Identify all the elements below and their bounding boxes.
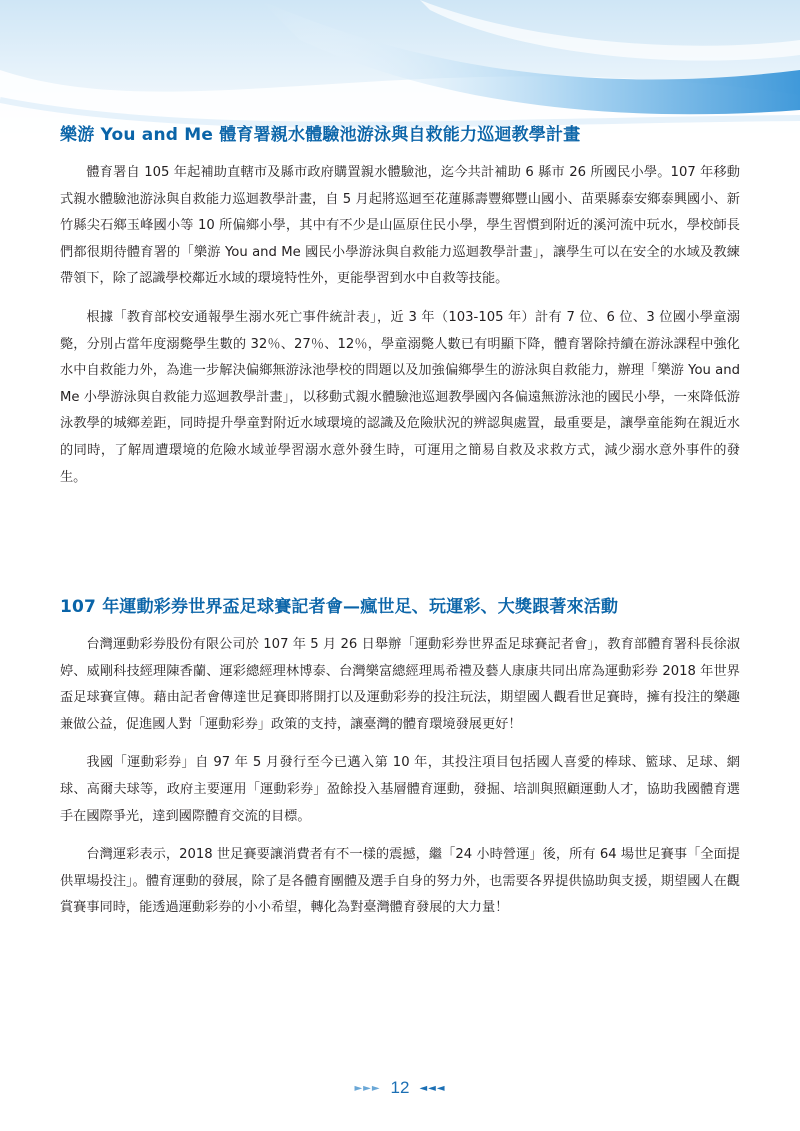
paragraph: 台灣運彩表示，2018 世足賽要讓消費者有不一樣的震撼，繼「24 小時營運」後，所有 64 場世足賽事「全面提供單場投注」。體育運動的發展，除了是各體育團體及選手自身的努力外，也需要各界提供協助與支援，期望國人在觀賞賽事同時，能透過運動彩券的小小希望，轉化為對臺灣體育發展的大力量！ bbox=[60, 847, 740, 916]
right-arrows-icon: ►►► bbox=[354, 1082, 381, 1094]
section-title: 樂游 You and Me 體育署親水體驗池游泳與自救能力巡迴教學計畫 bbox=[60, 125, 581, 145]
paragraph: 根據「教育部校安通報學生溺水死亡事件統計表」，近 3 年（103-105 年）計有 7 位、6 位、3 位國小學童溺斃，分別占當年度溺斃學生數的 32％、27％、12％，學童溺斃人數已有明顯下降，體育署除持續在游泳課程中強化水中自救能力外，為進一步解決偏鄉無游泳池學校的問題以及加強偏鄉學生的游泳與自救能力，辦理「樂游 You and Me 小學游泳與自救能力巡迴教學計畫」，以移動式親水體驗池巡迴教學國內各偏遠無游泳池的國民小學，一來降低游泳教學的城鄉差距，同時提升學童對附近水域環境的認識及危險狀況的辨認與處置，最重要是，讓學童能夠在親近水的同時，了解周遭環境的危險水域並學習溺水意外發生時，可運用之簡易自救及求救方式，減少溺水意外事件的發生。 bbox=[60, 309, 740, 485]
paragraph: 我國「運動彩券」自 97 年 5 月發行至今已邁入第 10 年，其投注項目包括國人喜愛的棒球、籃球、足球、網球、高爾夫球等，政府主要運用「運動彩券」盈餘投入基層體育運動，發掘、培訓與照顧運動人才，協助我國體育選手在國際爭光，達到國際體育交流的目標。 bbox=[60, 755, 740, 824]
paragraph: 體育署自 105 年起補助直轄市及縣市政府購置親水體驗池，迄今共計補助 6 縣市 26 所國民小學。107 年移動式親水體驗池游泳與自救能力巡迴教學計畫，自 5 月起將巡迴至花蓮縣壽豐鄉豐山國小、苗栗縣泰安鄉泰興國小、新竹縣尖石鄉玉峰國小等 10 所偏鄉小學，其中有不少是山區原住民小學，學生習慣到附近的溪河流中玩水，學校師長們都很期待體育署的「樂游 You and Me 國民小學游泳與自救能力巡迴教學計畫」，讓學生可以在安全的水域及教練帶領下，除了認識學校鄰近水域的環境特性外，更能學習到水中自救等技能。 bbox=[60, 165, 740, 287]
section-swimming-program bbox=[60, 124, 740, 503]
paragraph: 台灣運動彩券股份有限公司於 107 年 5 月 26 日舉辦「運動彩券世界盃足球賽記者會」，教育部體育署科長徐淑婷、威剛科技經理陳香蘭、運彩總經理林博泰、台灣樂富總經理馬希禮及藝人康康共同出席為運動彩券 2018 年世界盃足球賽宣傳。藉由記者會傳達世足賽即將開打以及運動彩券的投注玩法，期望國人觀看世足賽時，擁有投注的樂趣兼做公益，促進國人對「運動彩券」政策的支持，讓臺灣的體育環境發展更好！ bbox=[60, 637, 740, 732]
left-arrows-icon: ◄◄◄ bbox=[419, 1082, 446, 1094]
page-number: 12 bbox=[390, 1078, 410, 1097]
page-footer bbox=[0, 1076, 800, 1100]
section-sports-lottery bbox=[60, 596, 740, 934]
section-title: 107 年運動彩券世界盃足球賽記者會—瘋世足、玩運彩、大獎跟著來活動 bbox=[60, 597, 619, 617]
